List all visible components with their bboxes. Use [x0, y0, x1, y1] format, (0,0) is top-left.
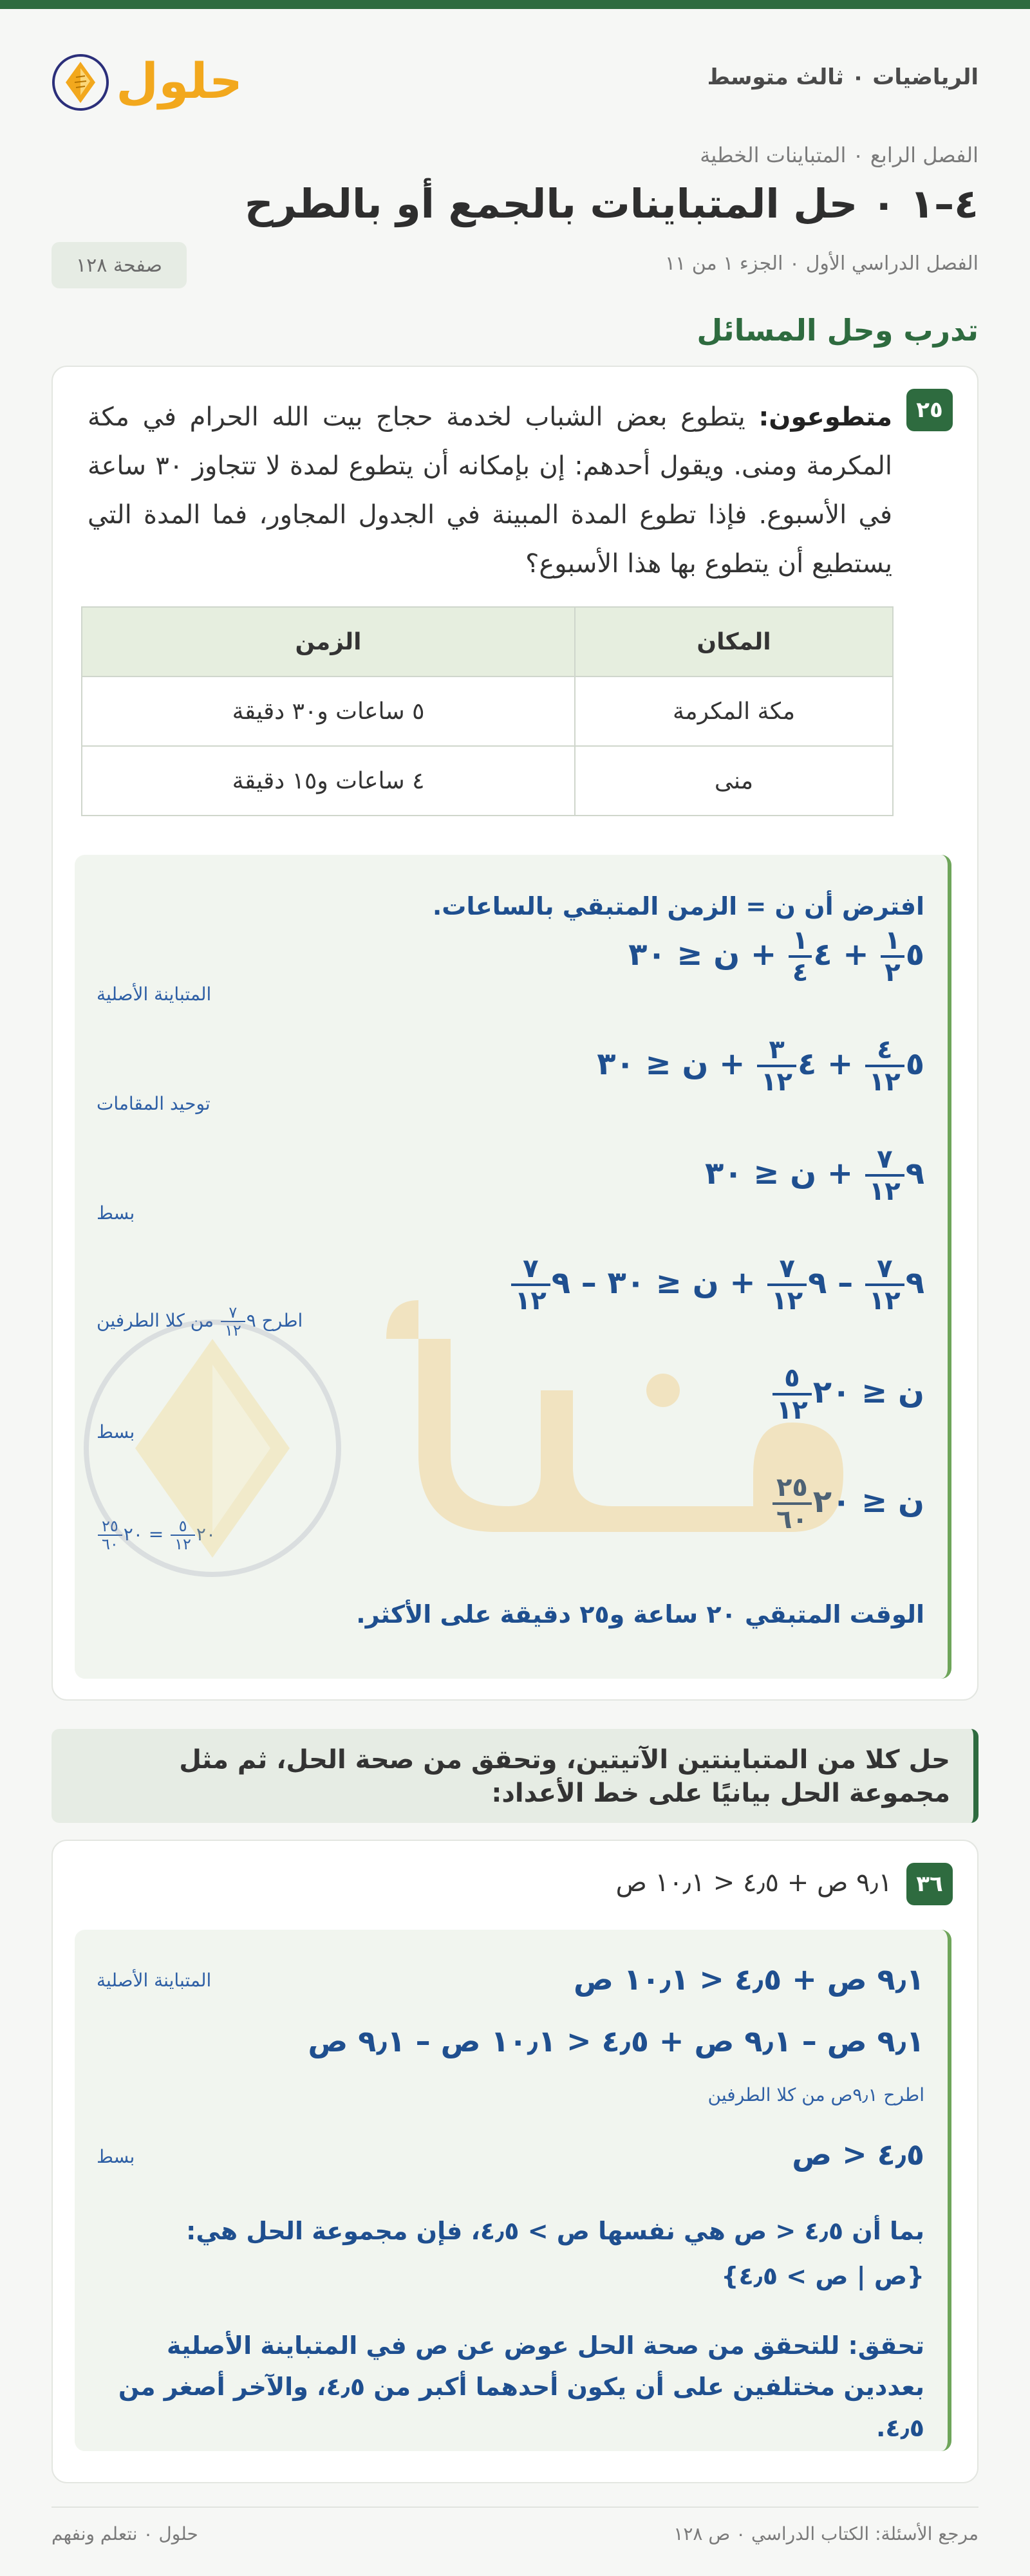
table-row: [82, 746, 893, 816]
solution-step-3: ٩ $\frac{٧}{١٢}$ + ن ≤ ٣٠: [705, 1144, 924, 1206]
solution-step-2: ٩٫١ ص – ٩٫١ ص + ٤٫٥ < ١٠٫١ ص – ٩٫١ ص: [308, 2024, 924, 2058]
question-card-36: [52, 1840, 979, 2483]
solution-check: تحقق: للتحقق من صحة الحل عوض عن ص في المتباينة الأصلية بعددين مختلفين على أن يكون أحدهما أكبر من ٤٫٥، والآخر أصغر من ٤٫٥.: [118, 2331, 924, 2442]
fraction: $\frac{٧}{١٢}$: [865, 1254, 904, 1316]
solution-step-4: ٩ $\frac{٧}{١٢}$ – ٩ $\frac{٧}{١٢}$ + ن ≤ ٣٠ – ٩ $\frac{٧}{١٢}$: [510, 1254, 924, 1316]
site-logo[interactable]: [52, 39, 238, 116]
footer-brand[interactable]: حلول ٠ نتعلم ونفهم: [52, 2523, 198, 2544]
step-note: اطرح ٩ $\frac{٧}{١٢}$ من كلا الطرفين: [97, 1303, 303, 1339]
instructions-banner: حل كلا من المتباينتين الآتيتين، وتحقق من صحة الحل، ثم مثل مجموعة الحل بيانيًا على خط الأعداد:: [52, 1729, 979, 1823]
step-note: بسط: [97, 1421, 135, 1442]
solution-conclusion: الوقت المتبقي ٢٠ ساعة و٢٥ دقيقة على الأكثر.: [356, 1600, 924, 1629]
top-accent-bar: [0, 0, 1030, 9]
solution-statement: بما أن ٤٫٥ < ص هي نفسها ص > ٤٫٥، فإن مجموعة الحل هي:: [186, 2217, 924, 2245]
table-header-place: المكان: [575, 607, 893, 677]
question-card-25: [52, 366, 979, 1701]
table-header-time: الزمن: [82, 607, 575, 677]
breadcrumb[interactable]: الفصل الرابع ٠ المتباينات الخطية: [700, 143, 979, 167]
step-note: بسط: [97, 1202, 135, 1224]
solution-box-25: [75, 855, 951, 1679]
solution-step-1: ٩٫١ ص + ٤٫٥ < ١٠٫١ ص: [573, 1962, 924, 1997]
step-note: بسط: [97, 2146, 135, 2167]
step-note: المتباينة الأصلية: [97, 1970, 212, 1991]
question-text: [88, 393, 892, 588]
fraction: $\frac{٧}{١٢}$: [767, 1254, 807, 1316]
table-cell: مكة المكرمة: [575, 677, 893, 746]
fraction: $\frac{٧}{١٢}$: [511, 1254, 550, 1316]
fraction: $\frac{٤}{١٢}$: [865, 1035, 904, 1097]
solution-step-6: ن ≤ ٢٠ $\frac{٢٥}{٦٠}$: [771, 1473, 924, 1535]
logo-wordmark: حلول: [116, 52, 238, 109]
table-row: [82, 677, 893, 746]
page-title: ٤–١ ٠ حل المتباينات بالجمع أو بالطرح: [245, 180, 979, 227]
term-info: الفصل الدراسي الأول ٠ الجزء ١ من ١١: [665, 252, 979, 275]
solution-step-2: ٥ $\frac{٤}{١٢}$ + ٤ $\frac{٣}{١٢}$ + ن ≤ ٣٠: [597, 1035, 924, 1097]
solution-set: {ص | ص > ٤٫٥}: [721, 2262, 924, 2290]
table-header-row: [82, 607, 893, 677]
table-cell: ٤ ساعات و١٥ دقيقة: [82, 746, 575, 816]
question-number-badge: ٢٥: [906, 389, 953, 431]
footer-divider: [52, 2506, 979, 2508]
fraction: $\frac{٣}{١٢}$: [757, 1035, 796, 1097]
table-cell: منى: [575, 746, 893, 816]
fraction: $\frac{٢٥}{٦٠}$: [772, 1473, 812, 1535]
solution-step-5: ن ≤ ٢٠ $\frac{٥}{١٢}$: [771, 1363, 924, 1425]
table-cell: ٥ ساعات و٣٠ دقيقة: [82, 677, 575, 746]
step-note: ٢٠ $\frac{٥}{١٢}$ = ٢٠ $\frac{٢٥}{٦٠}$: [97, 1518, 216, 1553]
volunteer-time-table: [81, 606, 894, 816]
question-number-badge: ٣٦: [906, 1863, 953, 1905]
question-label: متطوعون:: [758, 402, 892, 432]
fraction: $\frac{١}{٤}$: [789, 926, 812, 987]
question-body: يتطوع بعض الشباب لخدمة حجاج بيت الله الحرام في مكة المكرمة ومنى. ويقول أحدهم: إن بإمكانه أن يتطوع لمدة لا تتجاوز ٣٠ ساعة في الأسبوع. فإذا تطوع المدة المبينة في الجدول المجاور، فما المدة التي يستطيع أن يتطوع بها هذا الأسبوع؟: [88, 402, 893, 579]
subject-label: الرياضيات ٠ ثالث متوسط: [707, 64, 979, 90]
step-note: اطرح ٩٫١ص من كلا الطرفين: [707, 2084, 924, 2105]
solution-step-1: ٥ $\frac{١}{٢}$ + ٤ $\frac{١}{٤}$ + ن ≤ ٣٠: [628, 926, 924, 987]
solution-step-3: ٤٫٥ < ص: [792, 2137, 924, 2172]
step-note: توحيد المقامات: [97, 1093, 211, 1114]
fraction: $\frac{١}{٢}$: [881, 926, 904, 987]
step-note: المتباينة الأصلية: [97, 984, 212, 1005]
question-text: ٩٫١ ص + ٤٫٥ < ١٠٫١ ص: [615, 1868, 892, 1898]
fraction: $\frac{٧}{١٢}$: [865, 1144, 904, 1206]
section-title: تدرب وحل المسائل: [697, 313, 979, 348]
solution-box-36: [75, 1930, 951, 2451]
solution-intro: افترض أن ن = الزمن المتبقي بالساعات.: [432, 892, 924, 920]
page-header: [52, 39, 979, 116]
footer-source: مرجع الأسئلة: الكتاب الدراسي ٠ ص ١٢٨: [673, 2523, 979, 2544]
page-badge: صفحة ١٢٨: [52, 242, 187, 288]
fraction: $\frac{٥}{١٢}$: [772, 1363, 812, 1425]
